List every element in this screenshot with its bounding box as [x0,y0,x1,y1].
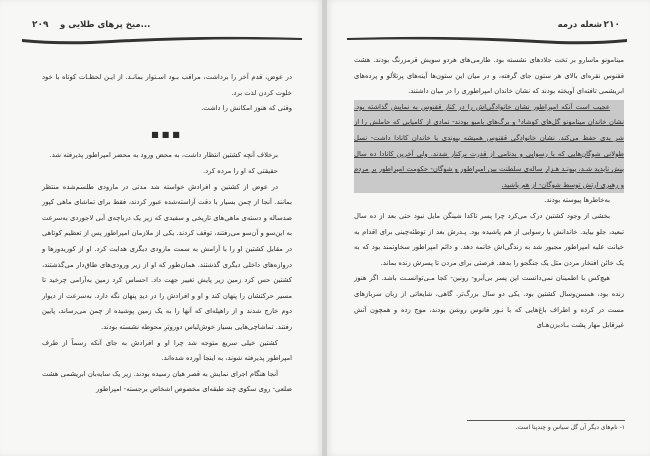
section-break-stars: ■■■ [151,129,183,139]
left-header-ornament [22,34,302,46]
right-page-body [354,53,624,334]
left-paragraph: در عوض، قدم آخر را برداشت، مراقب بـود اسـتوار بمانـد. از ایـن لحظـات کوتاه با خود خلوت کردن لذت برد. [42,73,292,97]
left-paragraph: وقتی که هنوز امکانش را داشت. [201,104,292,113]
left-paragraph: کشتین خیلی سریع متوجه شد چرا او و افرادش به جای آنکه رسماً از طرف امپراطور پذیرفته شوند، به اینجا آورده شده‌اند. [42,338,292,363]
right-page [327,0,650,456]
left-paragraph: آنجا هنگام اجرای نمایش به قصر هیان رسیده بودند. زیر یک سایه‌بان ابریشمی هشت ضلعی- روی سکوی چند طبقه‌ای مخصوص اشخاص برجسته- امپراطور [42,369,292,394]
right-paragraph: بخشی از وجود کشتین درک می‌کرد چرا پسر تاکدا شینگن مایل نبود حتی بعد از ده سال تبعید، جلو بیاید. خاندانش با رسوایی از هم پاشیده بود. پـدرش بعد از توطئه‌چینی برای اقدام به خیانت علیه امپراطور مجبور شد به زندگی‌اش خاتمه دهد. و دائم امپراطور سخاوتمند بود که به یک خائن افتخار مردن مثل یک جنگجو را بدهد. فرصتی برای مردن تا پسرش زنده بماند. [354,211,624,267]
left-page [0,0,322,456]
right-paragraph-highlighted: عجیب است آنکه امپراطور نشان خانوادگی‌اش را در کنار ققنوس به نمایش گذاشته بود. نشان خاندان مینامونو گل‌های کوشاد¹ و برگ‌های بامبو بودند- نمادی از کامیابی که حاملش را از شر بدی حفظ می‌کند. نشان خانوادگی ققنوس همیشه پیوندی با خاندان کانادا داشت- نسل طولانی شوگان‌هایی که با رسوایی و بدنامی از قدرت برکنار شدند. ولی آخرین کانادا ده سال پیش ناپدید شـد، پیونـد هـزار ساله‌ی سلطنت بین امپراطور و شوگان- حکومت امپراطور بر مردم و رهبری ارتش توسط شوگان- از هم پاشید. [354,100,624,194]
left-paragraph: در عوض از کشتین و افرادش خواسته شد مدتی در مارودی طلسم‌شده منتظر بمانند. آنجا از چمن بسیار با دقت آراسته‌شده عبور کردند، فقط برای تماشای ماهی کپور صدساله و دسته‌ی ماهی‌های تاریخی و سفیدی که زیر یک دریاچه‌ی آبی لاجوردی به‌سرعت به این‌سو و آن‌سو می‌رفتند، توقف کردند. یکی از ملازمان امپراطور پس از تعظیم کوتاهی در مقابل کشتین او را با آرامش به سمت مارودی دیگری هدایت کرد. او از کوریدورها و دروازه‌های داخلی دیگری گذشتند. همان‌طور که او از زیر ورودی‌های طاق‌دار می‌گذشتند، کشتین حس کرد زمین زیر پایش تغییر جهت داد. احساس کرد زمین به‌آرامی چرخید تا مسیر حرکتشان را پنهان کند و او و افرادش را در دیدِ پنهان نگه دارد. به‌سرعت از دیوار دوم خارج شدند و از راهپله‌ای که آنها را به یک زمین پوشیده از چمن می‌رساند، پایین رفتند. تماشاچی‌هایی بسیار خوش‌لباس دوروبَرِ محوطه نشسته بودند. [42,182,292,331]
right-paragraph: هیچ‌کس با اطمینان نمی‌دانست این پسر بی‌آبرو- رونین- کجا مـی‌توانسـت باشد. اگر هنوز زنده بود، همسن‌وسال کشتین بود. یکی دو سال بزرگ‌تر. گاهی، شایعاتی از زبان سربازهای مست در کرده و اطراف باغ‌هایی که با نـور فانوس روشن بودند، موج زده و همچون آتش غیرقابل مهار پشت بـادبزن‌هـای [354,274,624,330]
right-page-number: ۲۱۰ [603,20,620,30]
left-running-header: میخ پرهای طلایی و... [60,20,151,30]
footnote: ۱- نام‌های دیگر آن گل سیاس و چندپنا است. [515,424,625,431]
left-page-body [42,70,292,398]
right-running-header: شعله درمه [557,20,602,30]
footnote-rule [467,420,625,421]
left-paragraph: برخلاف آنچه کشتین انتظار داشت، به محض ورود به محضر امپراطور پذیرفته شد. [49,151,278,160]
right-header-ornament [347,34,627,46]
left-paragraph: حقیقتی که او را مرده کرد. [202,166,278,175]
right-paragraph: مینامونو ماسارو بر تخت جلادهای نشسته بود. طارمی‌های هردو سویش قرمزرنگ بودند. هشت ققنوس نقره‌ای بالای هر ستون جای گرفته، و در میان این ستون‌ها آینه‌های پرتلألو و پرده‌های ابریشمی تافته‌ای آویخته بودند که نشان خاندان امپراطوری را در میان داشتند. [354,56,624,96]
left-page-number: ۲۰۹ [32,20,49,30]
right-paragraph: به‌خاطرها پیوسته بودند. [544,196,610,205]
